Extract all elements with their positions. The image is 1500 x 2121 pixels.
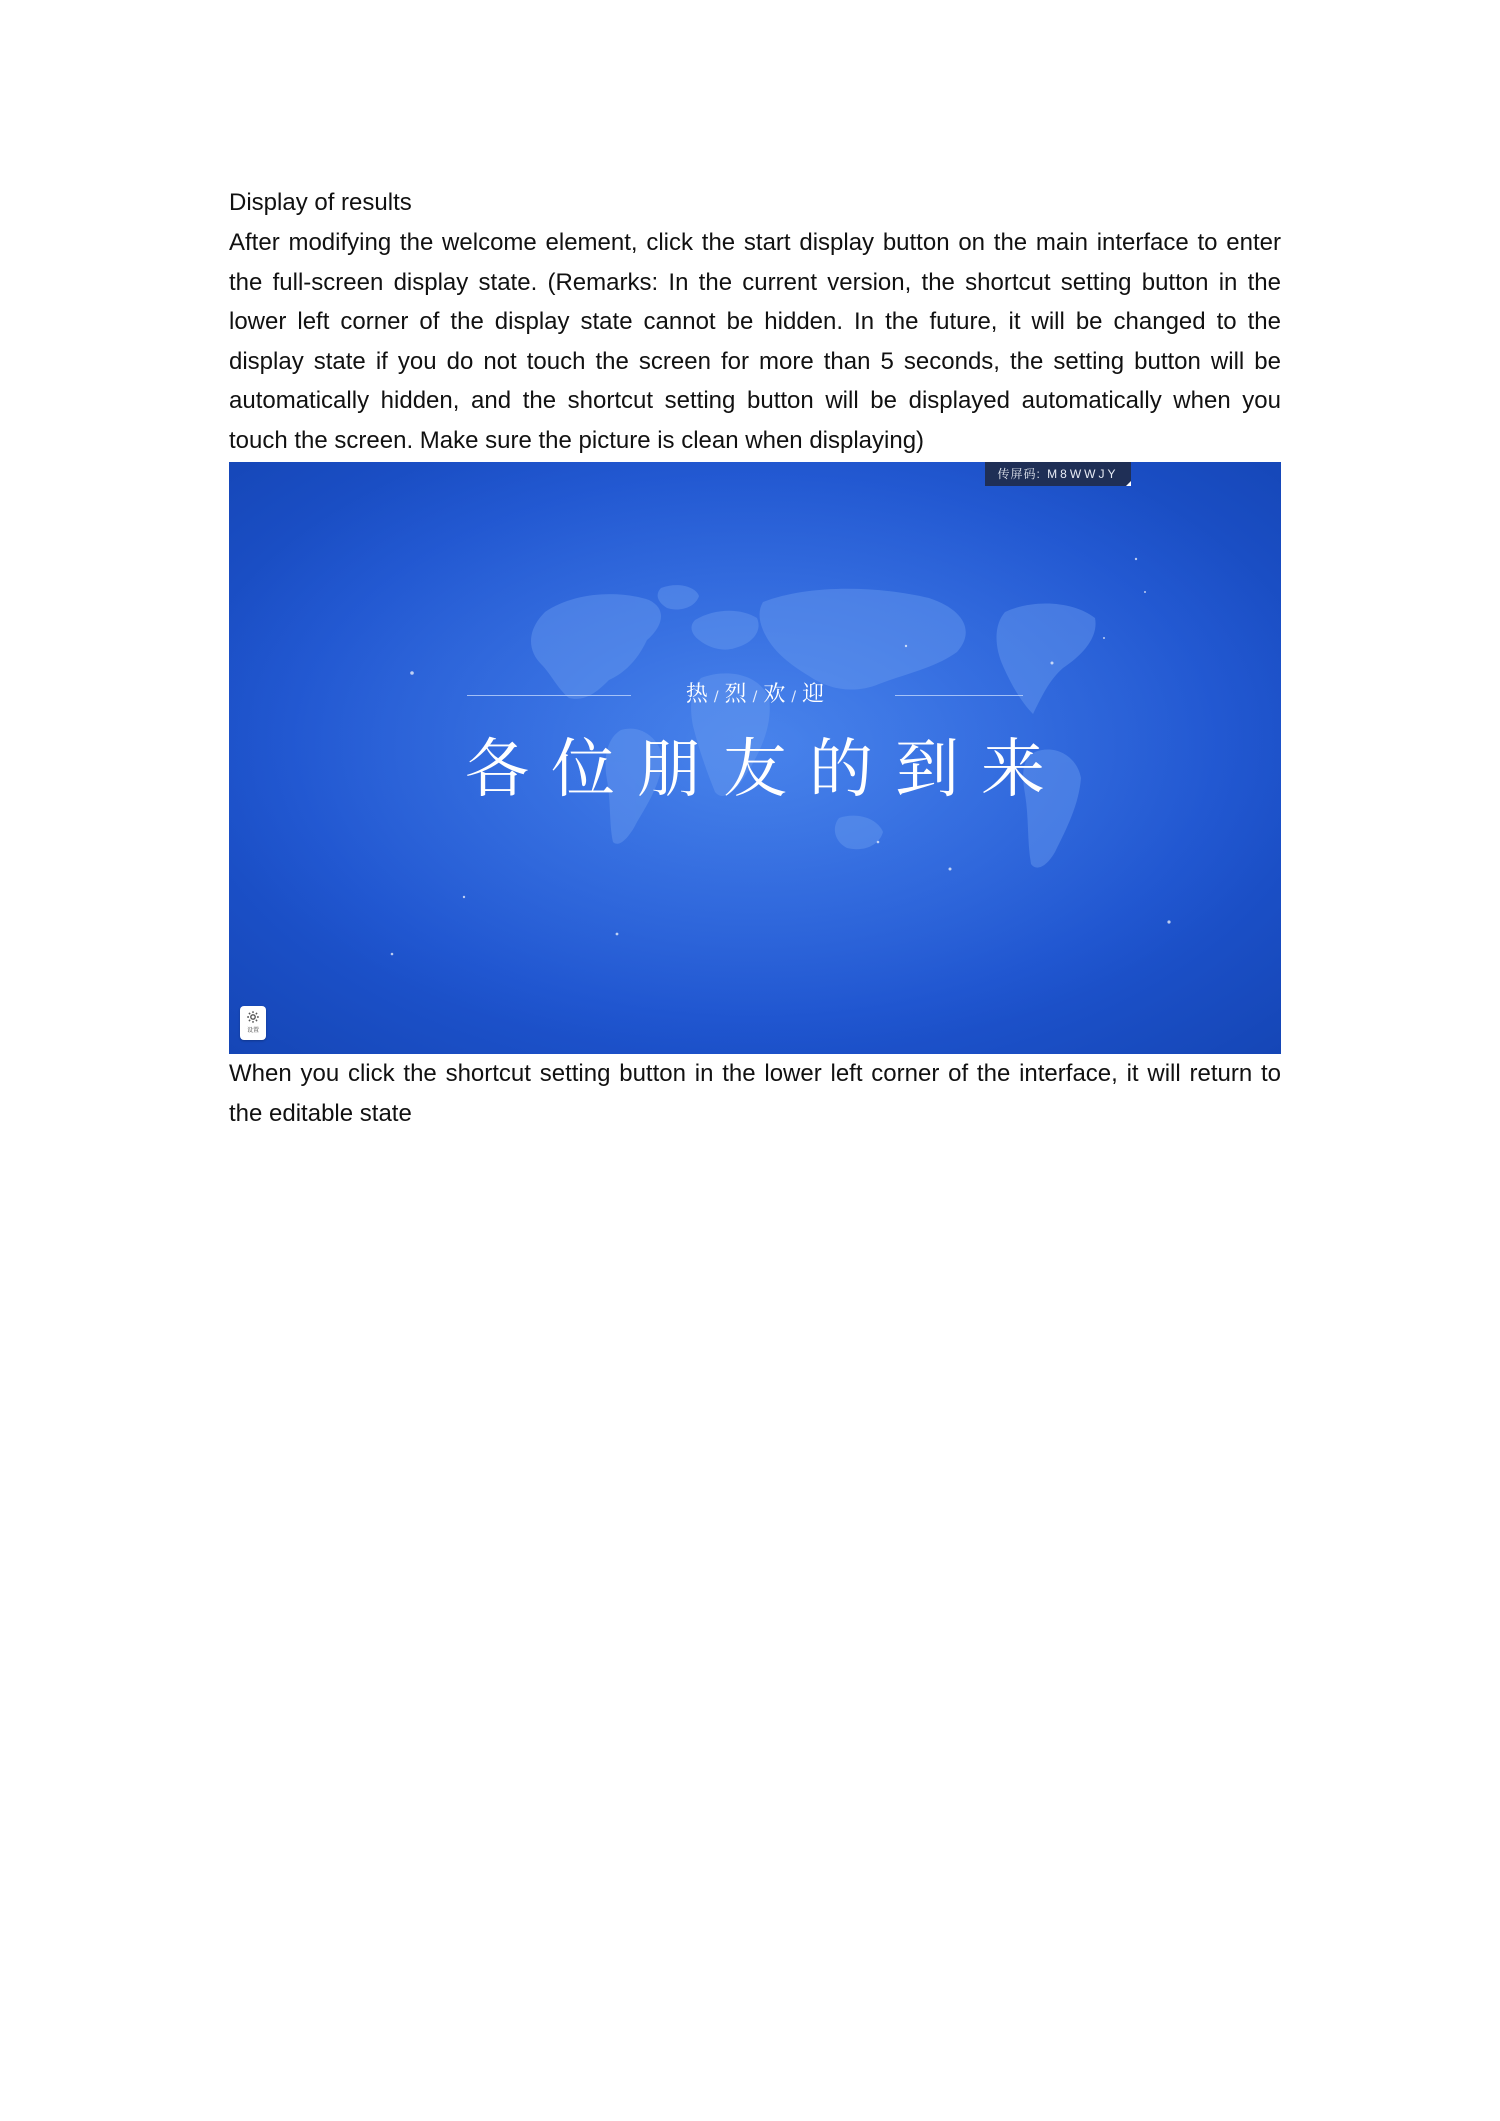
star-dot xyxy=(1103,637,1105,639)
star-dot xyxy=(1135,558,1137,560)
welcome-subtitle xyxy=(229,680,1281,712)
followup-paragraph: When you click the shortcut setting button in the lower left corner of the interface, it will return to the editable state xyxy=(229,1060,1281,1127)
subtitle-separator: / xyxy=(752,689,758,705)
section-heading: Display of results xyxy=(229,189,412,216)
description-paragraph: After modifying the welcome element, click the start display button on the main interface to enter the full-screen display state. (Remarks: In the current version, the shortcut setting button in the lower left corner of the display state cannot be hidden. In the future, it will be changed to the display state if you do not touch the screen for more than 5 seconds, the setting button will be automatically hidden, and the shortcut setting button will be displayed automatically when you touch the screen. Make sure the picture is clean when displaying) xyxy=(229,229,1281,454)
cast-code-value: M8WWJY xyxy=(1047,467,1119,481)
star-dot xyxy=(410,671,414,675)
subtitle-char: 烈 xyxy=(724,682,747,707)
badge-corner-mark xyxy=(1126,481,1131,486)
star-dot xyxy=(877,841,880,844)
settings-button-label: 设置 xyxy=(246,1027,259,1034)
star-dot xyxy=(616,933,619,936)
cast-code-badge xyxy=(985,462,1131,486)
star-dot xyxy=(463,896,465,898)
subtitle-char: 欢 xyxy=(763,682,786,707)
shortcut-settings-button[interactable] xyxy=(240,1006,266,1040)
gear-icon xyxy=(246,1010,260,1024)
star-dot xyxy=(1051,662,1054,665)
star-dot xyxy=(905,645,907,647)
cast-code-label: 传屏码: xyxy=(997,467,1041,481)
subtitle-char: 热 xyxy=(685,682,708,707)
star-dot xyxy=(391,953,394,956)
display-screenshot xyxy=(229,462,1281,1054)
star-dot xyxy=(949,868,952,871)
subtitle-char: 迎 xyxy=(802,682,825,707)
subtitle-separator: / xyxy=(791,689,797,705)
welcome-title: 各位朋友的到来 xyxy=(465,733,1067,807)
star-dot xyxy=(1144,591,1146,593)
star-dot xyxy=(1167,920,1170,923)
subtitle-separator: / xyxy=(713,689,719,705)
